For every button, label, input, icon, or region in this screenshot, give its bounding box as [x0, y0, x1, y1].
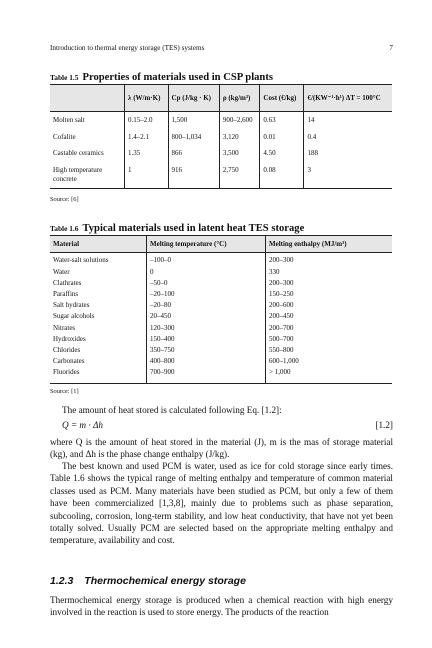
table-row: [50, 279, 392, 290]
table-number: Table 1.5: [50, 73, 79, 82]
page-number: 7: [389, 44, 393, 52]
table-cell: 3,120: [219, 131, 260, 148]
table-cell: 0: [147, 268, 266, 279]
table-cell: 0.01: [260, 131, 304, 148]
column-header: ρ (kg/m³): [219, 85, 260, 112]
table-row: [50, 131, 392, 148]
table-cell: 550–800: [269, 345, 294, 354]
table-cell: 200–300: [269, 256, 294, 264]
column-header: Cp (J/kg · K): [168, 85, 219, 112]
table-row: [50, 368, 392, 384]
table-cell: Fluorides: [50, 368, 147, 384]
table-cell: Nitrates: [50, 324, 147, 335]
paragraph: where Q is the amount of heat stored in the material (J), m is the mas of storage material (kg), and Δh is the phase change enthalpy (J/kg).: [50, 437, 393, 460]
table-cell: 1,500: [168, 112, 219, 131]
table-cell: 916: [168, 164, 219, 189]
table-cell: Salt hydrates: [50, 301, 147, 312]
paragraph: Thermochemical energy storage is produced when a chemical reaction with high energy involved in the reaction is used to store energy. The products of the reaction: [50, 595, 393, 618]
equation: [50, 420, 393, 432]
table-cell: 400–800: [147, 357, 266, 368]
table-cell: 200–450: [269, 312, 294, 321]
table-number: Table 1.6: [50, 224, 79, 233]
table-cell: Cofalite: [50, 131, 125, 148]
column-header: Cost (€/kg): [260, 85, 304, 112]
table-1-6: [50, 235, 392, 384]
table-cell: Paraffins: [50, 290, 147, 301]
table-row: [50, 268, 392, 279]
table-cell: 14: [307, 116, 315, 124]
table-cell: 800–1,034: [168, 131, 219, 148]
table-cell: 150–250: [269, 290, 294, 299]
paragraph: The amount of heat stored is calculated following Eq. [1.2]:: [62, 405, 282, 415]
table-cell: 1: [125, 164, 169, 189]
table-header-row: [50, 85, 392, 112]
table-cell: 900–2,600: [219, 112, 260, 131]
table-cell: Hydroxides: [50, 335, 147, 346]
table-row: [50, 164, 392, 189]
table-cell: 0.63: [260, 112, 304, 131]
column-header: λ (W/m·K): [125, 85, 169, 112]
column-header: Material: [50, 236, 147, 253]
table-cell: 600–1,000: [269, 356, 299, 365]
equation-expression: Q = m · Δh: [62, 420, 103, 430]
table-cell: 4.50: [260, 147, 304, 164]
table-cell: 20–450: [147, 312, 266, 323]
table-cell: 1.4–2.1: [125, 131, 169, 148]
table-row: [50, 335, 392, 346]
table-cell: Molten salt: [50, 112, 125, 131]
table-row: [50, 324, 392, 335]
paragraph: The best known and used PCM is water, used as ice for cold storage since early times. Table 1.6 shows the typical range of melting enthalpy and temperature of common material classes used as PCM. Many materials have been studied as PCM, but only a few of them have been commercialized [1,3,8], mainly due to problems such as phase separation, subcooling, corrosion, long-term stability, and low heat conductivity, that have not yet been totally solved. Usually PCM are selected based on the appropriate melting enthalpy and temperature, availability and cost.: [50, 461, 393, 546]
table-cell: High temperature concrete: [50, 164, 125, 189]
table-row: [50, 346, 392, 357]
table-cell: 350–750: [147, 346, 266, 357]
table-cell: Clathrates: [50, 279, 147, 290]
table-cell: > 1,000: [269, 368, 291, 376]
page-header: [50, 44, 393, 56]
table-row: [50, 290, 392, 301]
table-cell: 200–300: [269, 279, 294, 287]
table-cell: 0.08: [260, 164, 304, 189]
table-row: [50, 301, 392, 312]
table-1-5: [50, 84, 392, 189]
table-cell: Carbonates: [50, 357, 147, 368]
table-cell: 0.15–2.0: [125, 112, 169, 131]
table-header-row: [50, 236, 392, 253]
table-title: Typical materials used in latent heat TES storage: [82, 223, 305, 234]
table-source: Source: [1]: [50, 388, 79, 395]
table-cell: 120–300: [147, 324, 266, 335]
table-cell: –50–0: [147, 279, 266, 290]
table-cell: –100–0: [147, 253, 266, 268]
section-heading: [50, 575, 246, 587]
table-row: [50, 253, 392, 268]
section-title: Thermochemical energy storage: [84, 575, 246, 587]
equation-number: [1.2]: [375, 420, 393, 430]
table-row: [50, 312, 392, 323]
table-cell: 3,500: [219, 147, 260, 164]
table-1-6-caption: [50, 218, 304, 236]
table-cell: 500–700: [269, 334, 294, 343]
table-cell: 700–900: [147, 368, 266, 384]
table-cell: 150–400: [147, 335, 266, 346]
table-cell: –20–80: [147, 301, 266, 312]
table-row: [50, 112, 392, 131]
table-row: [50, 147, 392, 164]
table-cell: 330: [269, 267, 280, 276]
table-cell: –20–100: [147, 290, 266, 301]
table-title: Properties of materials used in CSP plants: [82, 72, 273, 83]
table-cell: 0.4: [307, 132, 317, 141]
table-1-5-caption: [50, 67, 273, 85]
table-cell: 3: [307, 165, 311, 174]
table-row: [50, 357, 392, 368]
table-cell: 2,750: [219, 164, 260, 189]
table-cell: 200–600: [269, 301, 294, 310]
column-header: Melting temperature (°C): [147, 236, 266, 253]
table-cell: Sugar alcohols: [50, 312, 147, 323]
table-cell: 866: [168, 147, 219, 164]
table-cell: 1.35: [125, 147, 169, 164]
section-number: 1.2.3: [50, 575, 74, 587]
table-cell: 200–700: [269, 323, 294, 332]
table-cell: Chlorides: [50, 346, 147, 357]
running-title: Introduction to thermal energy storage (TES) systems: [50, 44, 205, 52]
table-cell: Water-salt solutions: [50, 253, 147, 268]
column-header: [50, 85, 125, 112]
column-header: Melting enthalpy (MJ/m³): [269, 239, 347, 248]
table-source: Source: [6]: [50, 196, 79, 203]
table-cell: 188: [307, 149, 318, 158]
table-cell: Castable ceramics: [50, 147, 125, 164]
column-header: €/(KW⁻¹·h¹) ΔT = 100°C: [307, 93, 381, 102]
table-cell: Water: [50, 268, 147, 279]
